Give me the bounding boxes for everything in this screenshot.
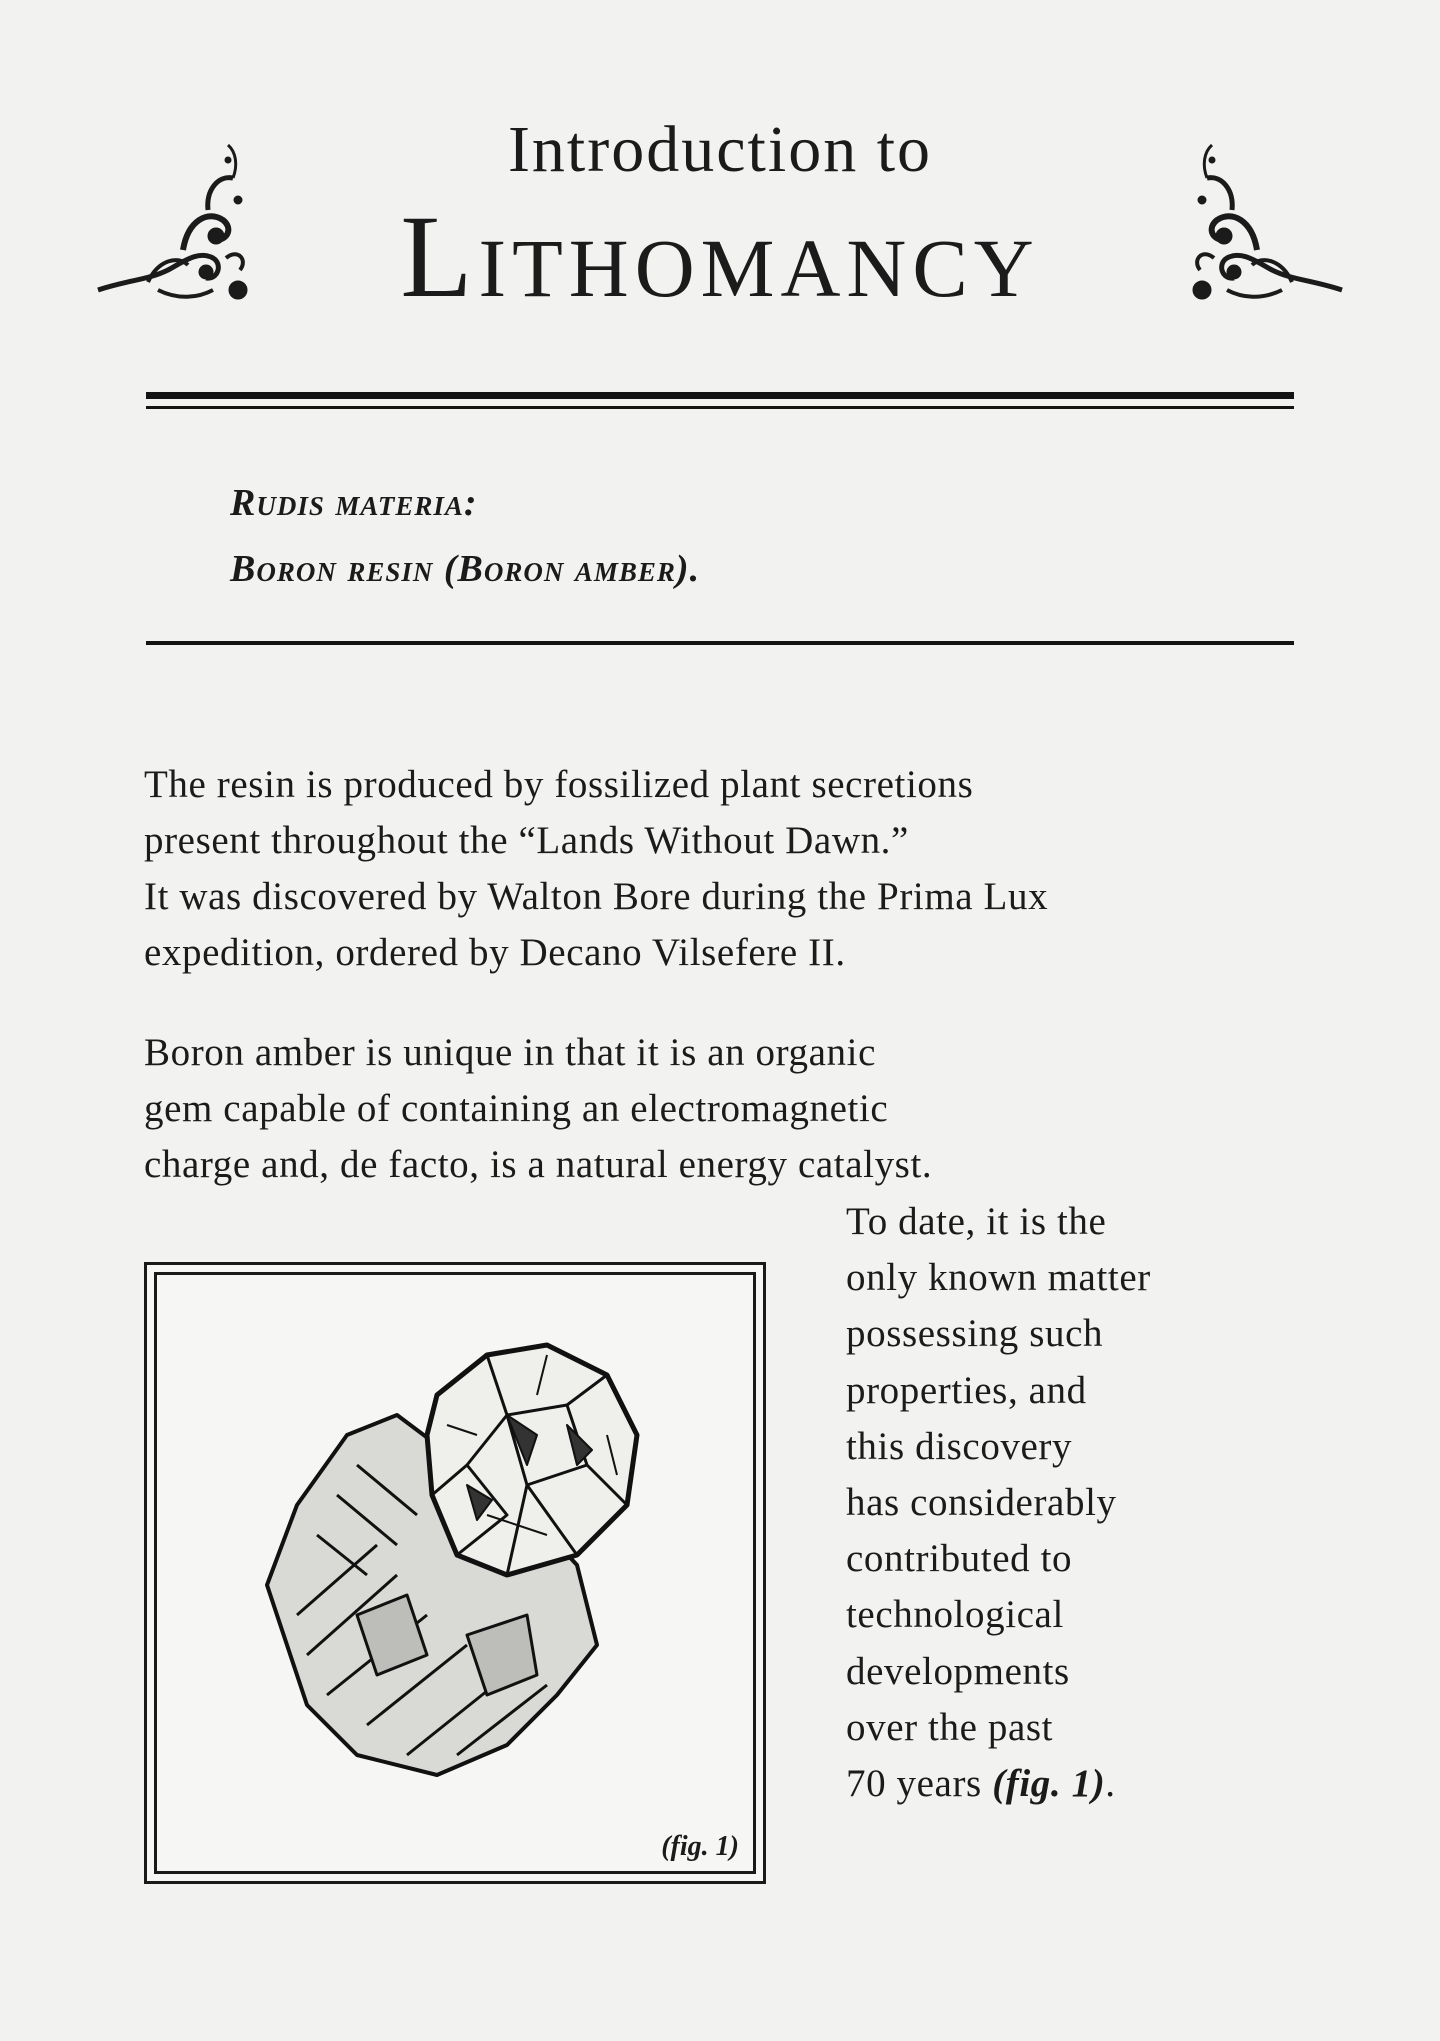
paragraph-line: charge and, de facto, is a natural energy catalyst.: [144, 1143, 933, 1186]
page-title: Lithomancy: [400, 191, 1040, 322]
paragraph-line: expedition, ordered by Decano Vilsefere II.: [144, 931, 846, 974]
paragraph-line: To date, it is the: [846, 1200, 1107, 1243]
paragraph-line: The resin is produced by fossilized plant secretions: [144, 763, 974, 806]
paragraph-line: developments: [846, 1649, 1070, 1693]
paragraph-line: Boron amber is unique in that it is an organic: [144, 1031, 876, 1074]
title-line-1: Introduction to: [507, 113, 933, 186]
paragraph-line: has considerably: [846, 1481, 1117, 1525]
paragraph-line: over the past: [846, 1705, 1054, 1749]
paragraph-text: .: [1105, 1762, 1116, 1806]
paragraph-line: present throughout the “Lands Without Dawn.”: [144, 819, 909, 862]
divider-top-thin: [146, 406, 1294, 409]
divider-middle: [146, 641, 1294, 645]
figure-caption: (fig. 1): [661, 1831, 739, 1862]
subtitle-line-1: Rudis materia:: [230, 482, 478, 524]
paragraph-line: possessing such: [846, 1312, 1104, 1356]
subtitle-line-2: Boron resin (Boron amber).: [230, 548, 701, 590]
paragraph-line: technological: [846, 1593, 1064, 1637]
figure-reference: (fig. 1): [992, 1762, 1106, 1806]
paragraph-3: [846, 1194, 1151, 1812]
paragraph-line: contributed to: [846, 1537, 1073, 1581]
paragraph-line: this discovery: [846, 1424, 1073, 1468]
divider-top-thick: [146, 392, 1294, 399]
subtitle: [230, 470, 700, 602]
figure-frame: [144, 1262, 766, 1884]
paragraph-1: [144, 757, 1048, 981]
paragraph-line: properties, and: [846, 1368, 1087, 1412]
paragraph-line: gem capable of containing an electromagnetic: [144, 1087, 889, 1130]
paragraph-text: 70 years: [846, 1762, 993, 1806]
paragraph-2: [144, 1025, 932, 1193]
paragraph-line-last: [846, 1756, 1151, 1812]
paragraph-line: only known matter: [846, 1256, 1151, 1300]
boron-amber-illustration-icon: [207, 1315, 707, 1815]
paragraph-line: It was discovered by Walton Bore during the Prima Lux: [144, 875, 1049, 918]
